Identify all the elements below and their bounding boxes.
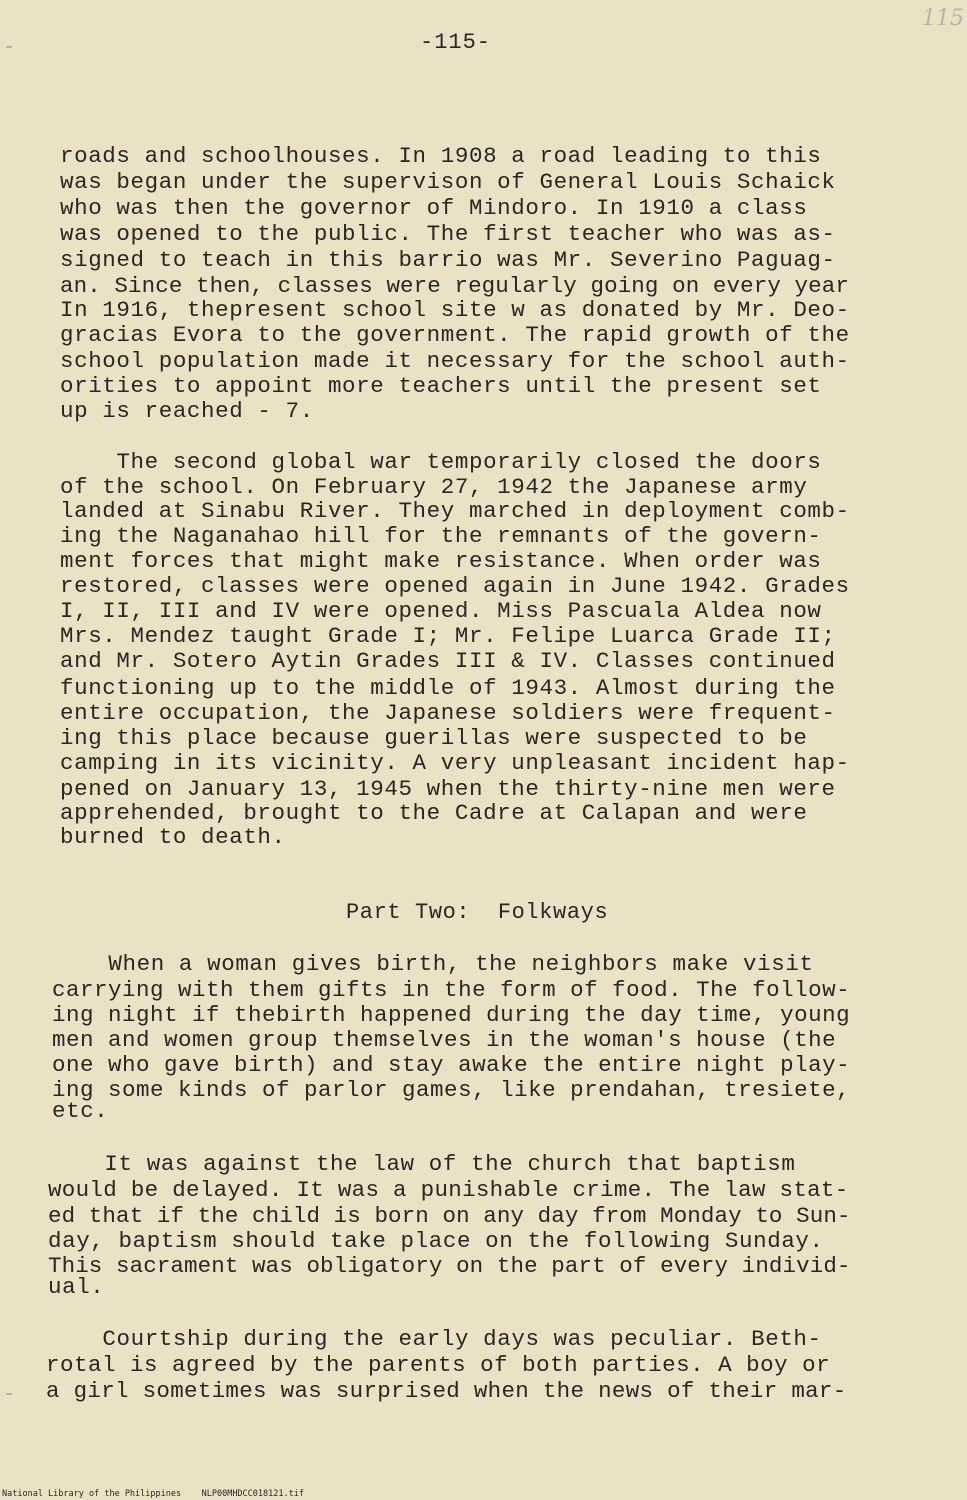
page-number: -115- <box>420 30 492 55</box>
text-line: It was against the law of the church that baptism <box>48 1151 796 1177</box>
text-line: restored, classes were opened again in June 1942. Grades <box>60 573 850 599</box>
text-line: Mrs. Mendez taught Grade I; Mr. Felipe Luarca Grade II; <box>60 623 836 649</box>
footer-file-id: NLP00MHDCC018121.tif <box>201 1489 304 1499</box>
text-line: functioning up to the middle of 1943. Almost during the <box>60 675 836 701</box>
text-line: ing some kinds of parlor games, like prendahan, tresiete, <box>52 1077 851 1103</box>
text-line: landed at Sinabu River. They marched in deployment comb- <box>60 498 850 524</box>
text-line: camping in its vicinity. A very unpleasant incident hap- <box>60 750 850 776</box>
text-line: school population made it necessary for the school auth- <box>60 348 850 374</box>
text-line: was opened to the public. The first teacher who was as- <box>60 221 836 247</box>
text-line: carrying with them gifts in the form of food. The follow- <box>52 977 851 1003</box>
text-line: rotal is agreed by the parents of both parties. A boy or <box>46 1352 831 1378</box>
text-line: apprehended, brought to the Cadre at Calapan and were <box>60 800 808 826</box>
text-line: This sacrament was obligatory on the part of every individ- <box>48 1253 851 1279</box>
text-line: of the school. On February 27, 1942 the Japanese army <box>60 474 808 500</box>
text-line: who was then the governor of Mindoro. In 1910 a class <box>60 195 808 221</box>
text-line: The second global war temporarily closed the doors <box>60 449 822 475</box>
handwritten-page-number: 115 <box>922 6 964 31</box>
text-line: and Mr. Sotero Aytin Grades III & IV. Classes continued <box>60 648 836 674</box>
text-line: ing this place because guerillas were suspected to be <box>60 725 808 751</box>
text-line: gracias Evora to the government. The rapid growth of the <box>60 322 850 348</box>
text-line: would be delayed. It was a punishable crime. The law stat- <box>48 1177 849 1203</box>
text-line: roads and schoolhouses. In 1908 a road leading to this <box>60 143 822 169</box>
text-line: entire occupation, the Japanese soldiers were frequent- <box>60 700 836 726</box>
text-line: signed to teach in this barrio was Mr. Severino Paguag- <box>60 247 836 273</box>
edge-mark <box>6 46 12 48</box>
text-line: etc. <box>52 1098 109 1124</box>
text-line: men and women group themselves in the woman's house (the <box>52 1027 837 1053</box>
text-line: pened on January 13, 1945 when the thirty-nine men were <box>60 776 836 802</box>
text-line: When a woman gives birth, the neighbors make visit <box>52 951 814 977</box>
text-line: In 1916, thepresent school site w as donated by Mr. Deo- <box>60 297 850 323</box>
text-line: burned to death. <box>60 824 286 850</box>
text-line: ing night if thebirth happened during the day time, young <box>52 1002 851 1028</box>
text-line: orities to appoint more teachers until the present set <box>60 373 822 399</box>
text-line: ual. <box>48 1274 105 1300</box>
text-line: I, II, III and IV were opened. Miss Pascuala Aldea now <box>60 598 822 624</box>
text-line: an. Since then, classes were regularly going on every year <box>60 273 849 299</box>
section-heading-folkways: Part Two: Folkways <box>346 900 609 925</box>
text-line: ed that if the child is born on any day from Monday to Sun- <box>48 1203 851 1229</box>
text-line: a girl sometimes was surprised when the news of their mar- <box>46 1378 847 1404</box>
text-line: day, baptism should take place on the following Sunday. <box>48 1228 824 1254</box>
edge-mark <box>6 1393 12 1395</box>
text-line: was began under the supervison of General Louis Schaick <box>60 169 836 195</box>
text-line: ing the Naganahao hill for the remnants of the govern- <box>60 523 822 549</box>
text-line: Courtship during the early days was peculiar. Beth- <box>46 1326 822 1352</box>
footer-library: National Library of the Philippines <box>2 1489 182 1499</box>
text-line: up is reached - 7. <box>60 398 314 424</box>
footer-caption <box>2 1489 304 1499</box>
text-line: one who gave birth) and stay awake the entire night play- <box>52 1052 851 1078</box>
text-line: ment forces that might make resistance. When order was <box>60 548 822 574</box>
